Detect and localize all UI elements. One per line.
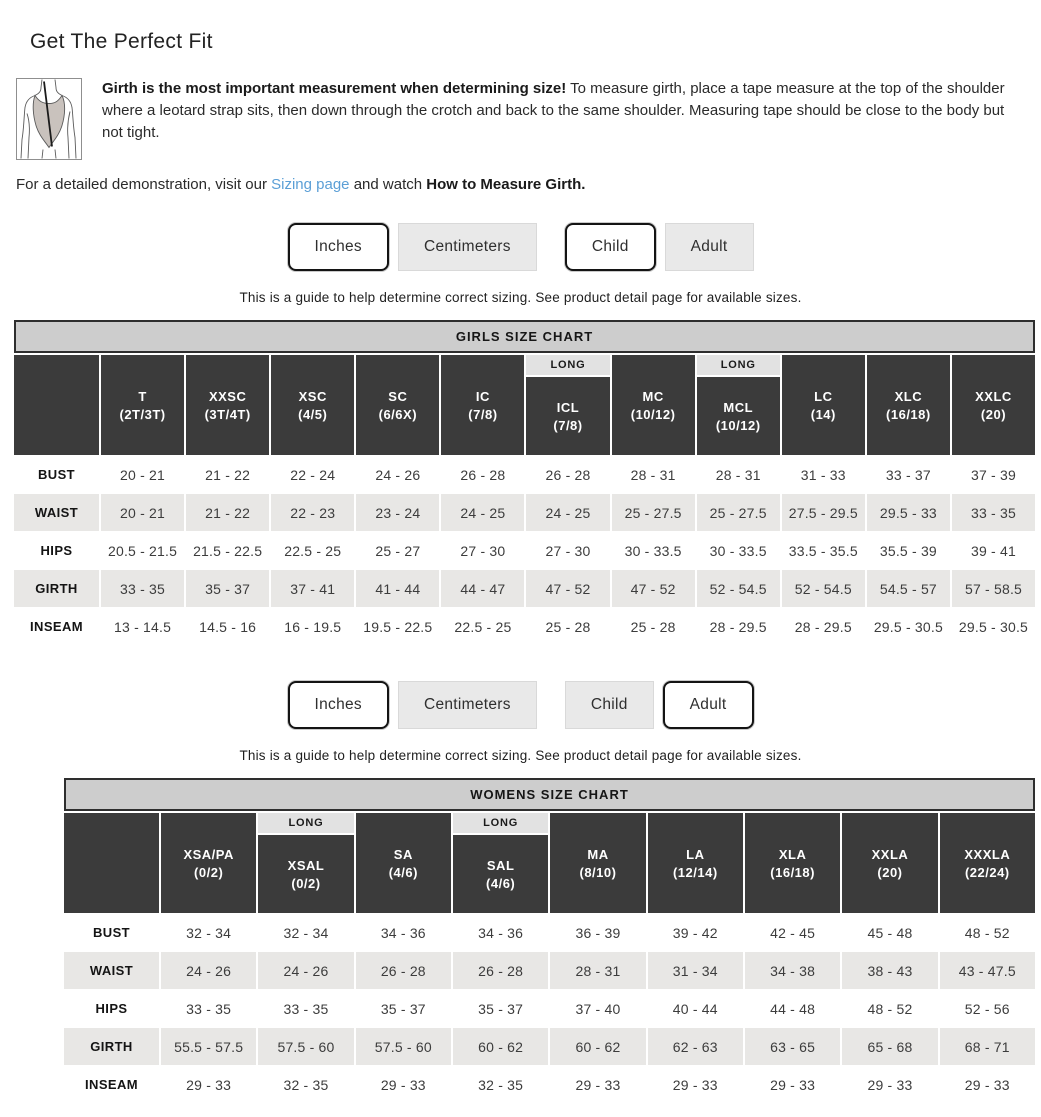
size-range: (0/2) xyxy=(291,875,321,891)
size-value-cell: 28 - 29.5 xyxy=(782,608,865,645)
girls-size-chart-table xyxy=(14,320,1035,645)
size-range: (7/8) xyxy=(468,406,498,422)
size-value-cell: 68 - 71 xyxy=(940,1028,1035,1065)
size-value-cell: 28 - 31 xyxy=(697,456,780,493)
row-label: INSEAM xyxy=(14,608,99,645)
size-value-cell: 37 - 40 xyxy=(550,990,645,1027)
toggle-set xyxy=(288,223,537,271)
size-value-cell: 29 - 33 xyxy=(745,1066,840,1103)
size-value-cell: 52 - 54.5 xyxy=(697,570,780,607)
table-title: WOMENS SIZE CHART xyxy=(64,778,1035,811)
size-code-cell xyxy=(356,813,451,913)
measure-girth-bold: How to Measure Girth. xyxy=(426,176,586,193)
girls-centimeters-button[interactable]: Centimeters xyxy=(398,223,537,271)
size-value-cell: 27.5 - 29.5 xyxy=(782,494,865,531)
size-value-cell: 37 - 41 xyxy=(271,570,354,607)
column-header xyxy=(782,355,865,455)
corner-cell xyxy=(64,813,159,913)
column-header xyxy=(952,355,1035,455)
size-code: SC xyxy=(388,388,408,404)
table-row xyxy=(64,914,1035,951)
table-row xyxy=(64,990,1035,1027)
size-value-cell: 24 - 26 xyxy=(356,456,439,493)
size-value-cell: 39 - 42 xyxy=(648,914,743,951)
girls-guide-note: This is a guide to help determine correct sizing. See product detail page for available sizes. xyxy=(239,290,802,305)
size-value-cell: 24 - 26 xyxy=(161,952,256,989)
table-header-row xyxy=(64,813,1035,913)
size-value-cell: 21 - 22 xyxy=(186,456,269,493)
size-value-cell: 54.5 - 57 xyxy=(867,570,950,607)
column-header xyxy=(101,355,184,455)
size-code: SAL xyxy=(486,857,515,873)
size-value-cell: 33 - 35 xyxy=(952,494,1035,531)
column-header xyxy=(186,355,269,455)
table-row xyxy=(64,952,1035,989)
intro-paragraph xyxy=(102,78,1025,144)
size-code-cell xyxy=(550,813,645,913)
size-value-cell: 29 - 33 xyxy=(940,1066,1035,1103)
long-tag: LONG xyxy=(526,355,609,375)
column-header xyxy=(453,813,548,913)
toggle-set xyxy=(288,681,537,729)
size-range: (22/24) xyxy=(964,864,1010,880)
size-value-cell: 44 - 48 xyxy=(745,990,840,1027)
size-range: (16/18) xyxy=(770,864,815,880)
size-value-cell: 39 - 41 xyxy=(952,532,1035,569)
size-value-cell: 30 - 33.5 xyxy=(612,532,695,569)
size-code-cell xyxy=(161,813,256,913)
size-value-cell: 33.5 - 35.5 xyxy=(782,532,865,569)
page-title: Get The Perfect Fit xyxy=(30,30,213,53)
womens-toggle-row xyxy=(0,681,1041,729)
size-code: IC xyxy=(475,388,490,404)
size-value-cell: 28 - 29.5 xyxy=(697,608,780,645)
size-range: (14) xyxy=(810,406,836,422)
leotard-girth-icon xyxy=(16,78,82,160)
size-value-cell: 27 - 30 xyxy=(441,532,524,569)
womens-centimeters-button[interactable]: Centimeters xyxy=(398,681,537,729)
size-value-cell: 33 - 35 xyxy=(161,990,256,1027)
size-range: (12/14) xyxy=(672,864,718,880)
column-header xyxy=(867,355,950,455)
size-range: (10/12) xyxy=(630,406,676,422)
size-value-cell: 27 - 30 xyxy=(526,532,609,569)
table-header-row xyxy=(14,355,1035,455)
table-row xyxy=(14,494,1035,531)
size-value-cell: 29 - 33 xyxy=(648,1066,743,1103)
size-code: MA xyxy=(587,846,609,862)
size-value-cell: 29.5 - 30.5 xyxy=(867,608,950,645)
size-code: XSA/PA xyxy=(183,846,234,862)
womens-inches-button[interactable]: Inches xyxy=(288,681,389,729)
womens-size-chart-table xyxy=(64,778,1035,1103)
size-value-cell: 43 - 47.5 xyxy=(940,952,1035,989)
size-code-cell xyxy=(271,355,354,455)
size-value-cell: 63 - 65 xyxy=(745,1028,840,1065)
size-code-cell xyxy=(842,813,937,913)
size-code-cell xyxy=(952,355,1035,455)
size-range: (4/6) xyxy=(486,875,516,891)
size-value-cell: 22.5 - 25 xyxy=(271,532,354,569)
row-label: BUST xyxy=(14,456,99,493)
size-value-cell: 52 - 56 xyxy=(940,990,1035,1027)
size-value-cell: 60 - 62 xyxy=(550,1028,645,1065)
size-value-cell: 25 - 28 xyxy=(526,608,609,645)
size-value-cell: 25 - 27.5 xyxy=(697,494,780,531)
size-code-cell xyxy=(441,355,524,455)
size-range: (8/10) xyxy=(579,864,617,880)
size-value-cell: 37 - 39 xyxy=(952,456,1035,493)
size-value-cell: 35 - 37 xyxy=(186,570,269,607)
womens-child-button[interactable]: Child xyxy=(565,681,654,729)
size-code: T xyxy=(138,388,147,404)
size-value-cell: 57.5 - 60 xyxy=(258,1028,353,1065)
size-value-cell: 34 - 36 xyxy=(356,914,451,951)
size-value-cell: 35.5 - 39 xyxy=(867,532,950,569)
girls-toggle-row xyxy=(0,223,1041,271)
size-code-cell xyxy=(186,355,269,455)
size-value-cell: 29 - 33 xyxy=(842,1066,937,1103)
column-header xyxy=(356,813,451,913)
size-value-cell: 44 - 47 xyxy=(441,570,524,607)
column-header xyxy=(271,355,354,455)
size-value-cell: 20.5 - 21.5 xyxy=(101,532,184,569)
size-range: (10/12) xyxy=(715,417,761,433)
girls-child-button[interactable]: Child xyxy=(565,223,656,271)
size-value-cell: 32 - 35 xyxy=(453,1066,548,1103)
column-header xyxy=(356,355,439,455)
row-label: WAIST xyxy=(14,494,99,531)
size-code-cell xyxy=(453,835,548,913)
intro-rest-text: To measure girth, place a tape measure at the top of the shoulder where a leotard strap sits, then down through the crotch and back to the same shoulder. Measuring tape should be close to the body but not tight. xyxy=(102,80,1005,141)
size-code: XXSC xyxy=(208,388,247,404)
size-value-cell: 20 - 21 xyxy=(101,494,184,531)
row-label: HIPS xyxy=(14,532,99,569)
girls-adult-button[interactable]: Adult xyxy=(665,223,754,271)
size-code-cell xyxy=(356,355,439,455)
row-label: GIRTH xyxy=(14,570,99,607)
size-value-cell: 20 - 21 xyxy=(101,456,184,493)
size-value-cell: 33 - 37 xyxy=(867,456,950,493)
size-value-cell: 34 - 36 xyxy=(453,914,548,951)
size-value-cell: 23 - 24 xyxy=(356,494,439,531)
size-range: (0/2) xyxy=(194,864,224,880)
size-value-cell: 32 - 34 xyxy=(258,914,353,951)
size-value-cell: 41 - 44 xyxy=(356,570,439,607)
size-code: ICL xyxy=(556,399,580,415)
womens-adult-button[interactable]: Adult xyxy=(663,681,754,729)
size-value-cell: 55.5 - 57.5 xyxy=(161,1028,256,1065)
size-value-cell: 47 - 52 xyxy=(526,570,609,607)
size-value-cell: 24 - 26 xyxy=(258,952,353,989)
size-value-cell: 21 - 22 xyxy=(186,494,269,531)
size-code-cell xyxy=(526,377,609,455)
size-code-cell xyxy=(782,355,865,455)
size-value-cell: 25 - 28 xyxy=(612,608,695,645)
size-value-cell: 65 - 68 xyxy=(842,1028,937,1065)
column-header xyxy=(697,355,780,455)
size-value-cell: 22.5 - 25 xyxy=(441,608,524,645)
size-value-cell: 21.5 - 22.5 xyxy=(186,532,269,569)
size-value-cell: 29 - 33 xyxy=(550,1066,645,1103)
table-row xyxy=(14,570,1035,607)
size-value-cell: 24 - 25 xyxy=(526,494,609,531)
column-header xyxy=(745,813,840,913)
toggle-set xyxy=(565,681,754,729)
size-value-cell: 42 - 45 xyxy=(745,914,840,951)
size-value-cell: 32 - 35 xyxy=(258,1066,353,1103)
size-value-cell: 13 - 14.5 xyxy=(101,608,184,645)
size-value-cell: 36 - 39 xyxy=(550,914,645,951)
column-header xyxy=(550,813,645,913)
size-range: (2T/3T) xyxy=(119,406,166,422)
size-value-cell: 33 - 35 xyxy=(258,990,353,1027)
size-value-cell: 26 - 28 xyxy=(441,456,524,493)
size-value-cell: 38 - 43 xyxy=(842,952,937,989)
size-code: XXLA xyxy=(871,846,909,862)
column-header xyxy=(648,813,743,913)
size-code: XSC xyxy=(298,388,327,404)
sizing-page-link[interactable]: Sizing page xyxy=(271,176,350,193)
column-header xyxy=(258,813,353,913)
size-value-cell: 29 - 33 xyxy=(356,1066,451,1103)
toggle-set xyxy=(565,223,754,271)
row-label: INSEAM xyxy=(64,1066,159,1103)
size-value-cell: 26 - 28 xyxy=(356,952,451,989)
size-value-cell: 28 - 31 xyxy=(612,456,695,493)
size-value-cell: 26 - 28 xyxy=(453,952,548,989)
size-value-cell: 60 - 62 xyxy=(453,1028,548,1065)
size-value-cell: 34 - 38 xyxy=(745,952,840,989)
size-value-cell: 48 - 52 xyxy=(842,990,937,1027)
row-label: WAIST xyxy=(64,952,159,989)
size-value-cell: 57 - 58.5 xyxy=(952,570,1035,607)
size-code: XLC xyxy=(894,388,923,404)
size-code: MCL xyxy=(723,399,754,415)
table-row xyxy=(64,1066,1035,1103)
table-title: GIRLS SIZE CHART xyxy=(14,320,1035,353)
size-code-cell xyxy=(940,813,1035,913)
size-range: (4/5) xyxy=(298,406,328,422)
womens-guide-note: This is a guide to help determine correct sizing. See product detail page for available sizes. xyxy=(239,748,802,763)
size-range: (20) xyxy=(980,406,1007,422)
size-code: XXLC xyxy=(975,388,1012,404)
size-code-cell xyxy=(258,835,353,913)
corner-cell xyxy=(14,355,99,455)
size-value-cell: 24 - 25 xyxy=(441,494,524,531)
size-range: (6/6X) xyxy=(378,406,418,422)
size-value-cell: 57.5 - 60 xyxy=(356,1028,451,1065)
size-code: SA xyxy=(393,846,413,862)
size-code: LA xyxy=(686,846,705,862)
size-range: (3T/4T) xyxy=(204,406,251,422)
size-value-cell: 52 - 54.5 xyxy=(782,570,865,607)
table-row xyxy=(14,608,1035,645)
demo-line xyxy=(16,176,1041,193)
size-value-cell: 30 - 33.5 xyxy=(697,532,780,569)
size-value-cell: 31 - 34 xyxy=(648,952,743,989)
size-value-cell: 33 - 35 xyxy=(101,570,184,607)
size-value-cell: 29.5 - 33 xyxy=(867,494,950,531)
row-label: HIPS xyxy=(64,990,159,1027)
size-code: XXXLA xyxy=(964,846,1011,862)
size-value-cell: 48 - 52 xyxy=(940,914,1035,951)
size-range: (7/8) xyxy=(553,417,583,433)
table-row xyxy=(14,532,1035,569)
size-value-cell: 25 - 27.5 xyxy=(612,494,695,531)
long-tag: LONG xyxy=(453,813,548,833)
demo-middle: and watch xyxy=(349,176,427,193)
size-value-cell: 25 - 27 xyxy=(356,532,439,569)
size-code: MC xyxy=(642,388,664,404)
column-header xyxy=(441,355,524,455)
column-header xyxy=(161,813,256,913)
size-value-cell: 62 - 63 xyxy=(648,1028,743,1065)
size-code: XLA xyxy=(778,846,807,862)
size-code-cell xyxy=(612,355,695,455)
size-value-cell: 29 - 33 xyxy=(161,1066,256,1103)
size-code-cell xyxy=(648,813,743,913)
long-tag: LONG xyxy=(258,813,353,833)
size-value-cell: 19.5 - 22.5 xyxy=(356,608,439,645)
table-row xyxy=(64,1028,1035,1065)
intro-bold-text: Girth is the most important measurement when determining size! xyxy=(102,80,567,97)
column-header xyxy=(526,355,609,455)
size-code-cell xyxy=(101,355,184,455)
column-header xyxy=(940,813,1035,913)
size-code-cell xyxy=(745,813,840,913)
size-value-cell: 29.5 - 30.5 xyxy=(952,608,1035,645)
size-value-cell: 32 - 34 xyxy=(161,914,256,951)
size-range: (4/6) xyxy=(388,864,418,880)
size-value-cell: 47 - 52 xyxy=(612,570,695,607)
size-code-cell xyxy=(867,355,950,455)
size-value-cell: 45 - 48 xyxy=(842,914,937,951)
girth-intro-section xyxy=(16,78,1025,160)
size-value-cell: 26 - 28 xyxy=(526,456,609,493)
size-code: XSAL xyxy=(287,857,325,873)
demo-prefix: For a detailed demonstration, visit our xyxy=(16,176,272,193)
size-range: (16/18) xyxy=(886,406,931,422)
size-value-cell: 28 - 31 xyxy=(550,952,645,989)
size-value-cell: 35 - 37 xyxy=(356,990,451,1027)
size-value-cell: 31 - 33 xyxy=(782,456,865,493)
size-range: (20) xyxy=(877,864,903,880)
table-row xyxy=(14,456,1035,493)
size-code: LC xyxy=(814,388,833,404)
long-tag: LONG xyxy=(697,355,780,375)
size-value-cell: 16 - 19.5 xyxy=(271,608,354,645)
row-label: BUST xyxy=(64,914,159,951)
girls-inches-button[interactable]: Inches xyxy=(288,223,389,271)
column-header xyxy=(842,813,937,913)
row-label: GIRTH xyxy=(64,1028,159,1065)
size-code-cell xyxy=(697,377,780,455)
size-value-cell: 35 - 37 xyxy=(453,990,548,1027)
size-value-cell: 22 - 24 xyxy=(271,456,354,493)
size-value-cell: 14.5 - 16 xyxy=(186,608,269,645)
size-value-cell: 40 - 44 xyxy=(648,990,743,1027)
size-value-cell: 22 - 23 xyxy=(271,494,354,531)
column-header xyxy=(612,355,695,455)
